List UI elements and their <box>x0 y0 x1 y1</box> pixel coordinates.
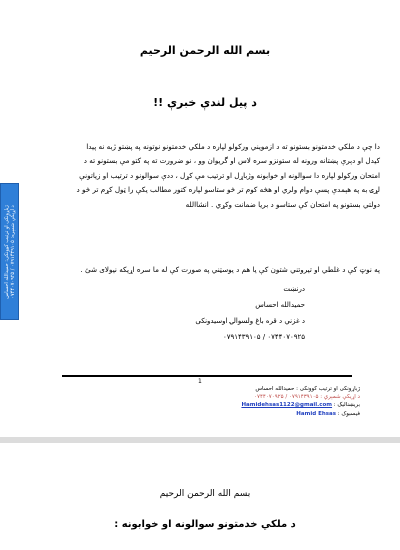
signoff-closing: درنښت <box>283 285 305 293</box>
intro-line: دولتي بستونو په امتحان کې ستاسو د بریا ضمانت وکړي . انشاالله <box>185 199 380 209</box>
footer-email-row <box>165 401 360 409</box>
bismillah-heading: بسم الله الرحمن الرحيم <box>139 44 271 57</box>
page-number: 1 <box>198 378 202 385</box>
footer-phone: د اړیکې شمېرې : ۰۷۹۱۴۳۹۱۰۵ / ۰۷۴۴۰۷۰۹۲۵ <box>254 394 360 401</box>
side-banner-line: ژباړونکی او ترتیب کوونکی: حمیدالله احساس <box>4 205 10 299</box>
intro-paragraph <box>30 140 380 212</box>
footer-facebook-name: Hamid Ehsas <box>296 410 337 417</box>
intro-line: دا چې د ملکي خدمتونو بستونو ته د ازمویني ورکولو لپاره د ملکي خدمتونو نوتونه په پښتو ژبه نه پیدا <box>86 142 380 151</box>
footer-email-label: بریښنالیک : <box>333 402 360 409</box>
footer-contact <box>165 385 360 418</box>
footer-email-link[interactable]: Hamidehsas1122@gmail.com <box>241 402 333 409</box>
side-banner-text <box>4 205 16 299</box>
footer-facebook-row <box>165 410 360 418</box>
footer-facebook-label: فیسبوک : <box>337 410 360 417</box>
document-title: د پیل لندې خبرې !! <box>153 96 257 109</box>
author-phones: ۰۷۴۴۰۷۰۹۲۵ / ۰۷۹۱۴۳۹۱۰۵ <box>222 333 305 341</box>
signoff-block <box>90 281 305 345</box>
intro-line: کیدل او دېرې پښتانه ورونه له ستونزو سره لاس او گریوان وو ، نو ضرورت ته په کتو مې بستونو ته د <box>83 156 380 166</box>
author-name: حمیدالله احساس <box>255 301 305 309</box>
note-paragraph: په نوټ کې د غلطي او تیروتني شتون کې یا هم د یوسټني په صورت کې له ما سره اړیکه نیولای شئ . <box>80 265 380 274</box>
author-location: د غزني د قره باغ ولسوالۍ اوسیدونکی <box>195 317 305 325</box>
document-page-2 <box>0 443 400 550</box>
side-banner <box>0 183 19 320</box>
footer-translator: ژباړونکی او ترتیب کوونکی : حمیدالله احساس <box>255 386 360 392</box>
footer-divider <box>62 375 352 377</box>
side-banner-line: د اړیکې شمېره: ۰۷۹۱۴۳۹۱۰۵ / ۰۷۴۴۰۷۰۹۲۵ <box>10 205 16 299</box>
intro-line: لړۍ به په هېمدې پسې دوام ولري او هڅه کوم تر څو ستاسو لپاره کتور مطالب یکې را ټول کړم تر څو د <box>76 185 380 195</box>
section-heading: د ملکي خدمتونو سوالونه او خوابونه : <box>114 519 296 530</box>
bismillah-heading: بسم الله الرحمن الرحيم <box>159 489 251 499</box>
intro-line: امتحان ورکولو لپاره دا سوالونه او خوابونه وژباړل او ترتیب مې کړل ، ددې سوالونو د ترتیب او زیاتونې <box>79 170 380 180</box>
